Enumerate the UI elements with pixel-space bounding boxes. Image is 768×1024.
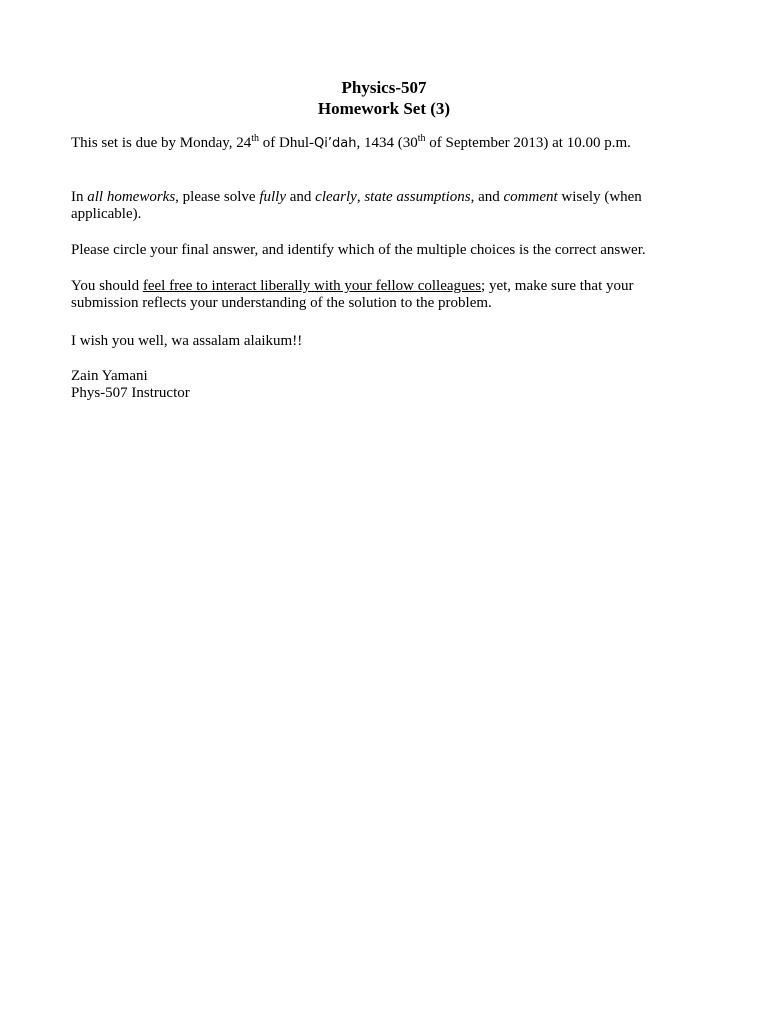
circle-answer-paragraph: Please circle your final answer, and identify which of the multiple choices is the correct answer. <box>71 242 646 258</box>
due-date-paragraph: This set is due by Monday, 24th of Dhul-Qi’dah, 1434 (30th of September 2013) at 10.00 p.m. <box>71 133 631 151</box>
course-title: Physics-507 <box>341 78 427 97</box>
homework-set-title: Homework Set (3) <box>317 99 451 118</box>
signature-name: Zain Yamani <box>71 368 148 384</box>
closing-line: I wish you well, wa assalam alaikum!! <box>71 333 303 349</box>
month-name: Qi’dah <box>314 136 357 151</box>
homework-instructions-paragraph: In all homeworks, please solve fully and clearly, state assumptions, and comment wisely (when applicable). <box>71 189 642 222</box>
collaboration-paragraph: You should feel free to interact liberally with your fellow colleagues; yet, make sure that your submission reflects your understanding of the solution to the problem. <box>71 278 634 311</box>
signature-block <box>71 368 671 402</box>
signature-role: Phys-507 Instructor <box>71 385 190 401</box>
